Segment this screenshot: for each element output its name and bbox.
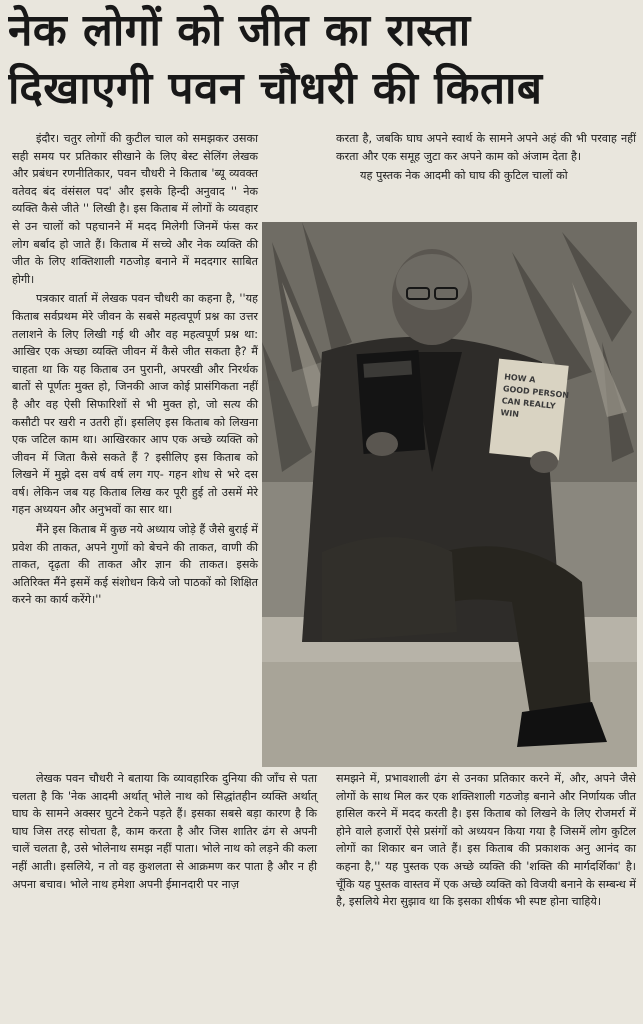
article-column-left-bottom — [12, 770, 317, 893]
paragraph: करता है, जबकि घाघ अपने स्वार्थ के सामने अपने अहं की भी परवाह नहीं करता और एक समूह जुटा कर अपने काम को अंजाम देता है। — [336, 132, 636, 163]
headline-line-2: दिखाएगी पवन चौधरी की किताब — [8, 63, 543, 114]
book-cover-line: GOOD PERSON — [502, 384, 570, 401]
article-column-right-bottom — [336, 770, 636, 911]
article-column-right-top — [336, 130, 636, 185]
headline — [8, 2, 638, 118]
book-cover-line: HOW A — [503, 372, 536, 385]
author-photo-illustration — [262, 222, 637, 767]
book-cover-line: CAN REALLY — [501, 396, 557, 411]
paragraph: इंदौर। चतुर लोगों की कुटील चाल को समझकर उसका सही समय पर प्रतिकार सीखाने के लिए बेस्ट सेलिंग लेखक और प्रबंधन रणनीतिकार, पवन चौधरी ने किताब 'ब्यू व्यवक्त वतेवद बंद वंसंसल पद' और इसके हिन्दी अनुवाद '' नेक व्यक्ति कैसे जीते '' लिखी है। इस किताब में लोगों के व्यवहार से उन चालों को पहचानने में मदद मिलेगी जिनमें फंस कर लोग बर्बाद हो जाते हैं। किताब में सच्चे और नेक व्यक्ति की जीत के लिए शक्तिशाली गठजोड़ बनाने में मददगार साबित होगी। — [12, 132, 258, 286]
author-photo — [262, 222, 637, 767]
paragraph: पत्रकार वार्ता में लेखक पवन चौधरी का कहना है, ''यह किताब सर्वप्रथम मेरे जीवन के सबसे महत्वपूर्ण प्रश्न का उत्तर तलाशने के लिए लिखी गई थी और वह महत्वपूर्ण प्रश्न था: आखिर एक अच्छा व्यक्ति जीवन में कैसे जीत सकता है? मैं चाहता था कि यह किताब उन पुरानी, अपरखी और निरर्थक बातों से पूर्णतः मुक्त हो, जिनकी आज कोई प्रासंगिकता नहीं है और वह ऐसी सिफारिशों से भी मुक्त हो, जो सत्य की कसौटी पर खरी न उतरी हों। इसलिए इस किताब को लिखना एक जटिल काम था। आखिरकार आप एक अच्छे व्यक्ति को जीवन में जिता कैसे सकते हैं ? इसीलिए इस किताब को लिखने में मुझे दस वर्ष वर्ष लग गए- गहन शोध से भरे दस वर्ष। लेकिन जब यह किताब लिख कर पूरी हुई तो उसमें मेरे गहन अध्ययन और अनुभवों का सार था। — [12, 292, 258, 517]
paragraph: लेखक पवन चौधरी ने बताया कि व्यावहारिक दुनिया की जाँच से पता चलता है कि 'नेक आदमी अर्थात् भोले नाथ को सिद्धांतहीन व्यक्ति अर्थात् घाघ के सामने अक्सर घुटने टेकने पड़ते हैं। इसका सबसे बड़ा कारण है कि घाघ जिस तरह सोचता है, काम करता है और जिस शातिर ढंग से अपनी चालें चलता है, उसे भोलेनाथ समझ नहीं पाता। भोले नाथ को लड़ने की कला नहीं आती। इसलिये, न तो वह कुशलता से आक्रमण कर पाता है और न ही अपना बचाव। भोले नाथ हमेशा अपनी ईमानदारी पर नाज़ — [12, 772, 317, 891]
paragraph: मैंने इस किताब में कुछ नये अध्याय जोड़े हैं जैसे बुराई में प्रवेश की ताकत, अपने गुणों को बेचने की ताकत, वाणी की ताकत, दृढ़ता की ताकत और ज्ञान की ताकत। इसके अतिरिक्त मैंने इसमें कई संशोधन किये जो पाठकों को शिक्षित करने का कार्य करेंगे।'' — [12, 523, 258, 607]
article-column-left-top — [12, 130, 258, 609]
headline-line-1: नेक लोगों को जीत का रास्ता — [8, 5, 471, 56]
paragraph: यह पुस्तक नेक आदमी को घाघ की कुटिल चालों को — [360, 169, 568, 183]
paragraph: समझने में, प्रभावशाली ढंग से उनका प्रतिकार करने में, और, अपने जैसे लोगों के साथ मिल कर एक शक्तिशाली गठजोड़ बनाने और निर्णायक जीत हासिल करने में मदद करती है। इस किताब को लिखने के लिए रोजमर्रा में होने वाले हजारों ऐसे प्रसंगों को अध्ययन किया गया है जिसमें लोग कुटिल लोगों का शिकार बन जाते हैं। इस किताब की प्रकाशक अनु आनंद का कहना है,'' यह पुस्तक एक अच्छे व्यक्ति की 'शक्ति की मार्गदर्शिका' है। चूँकि यह पुस्तक वास्तव में एक अच्छे व्यक्ति को विजयी बनाने के सम्बन्ध में है, इसलिये मेरा सुझाव था कि इसका शीर्षक भी स्पष्ट होना चाहिये। — [336, 772, 637, 909]
book-cover-line: WIN — [500, 408, 520, 419]
